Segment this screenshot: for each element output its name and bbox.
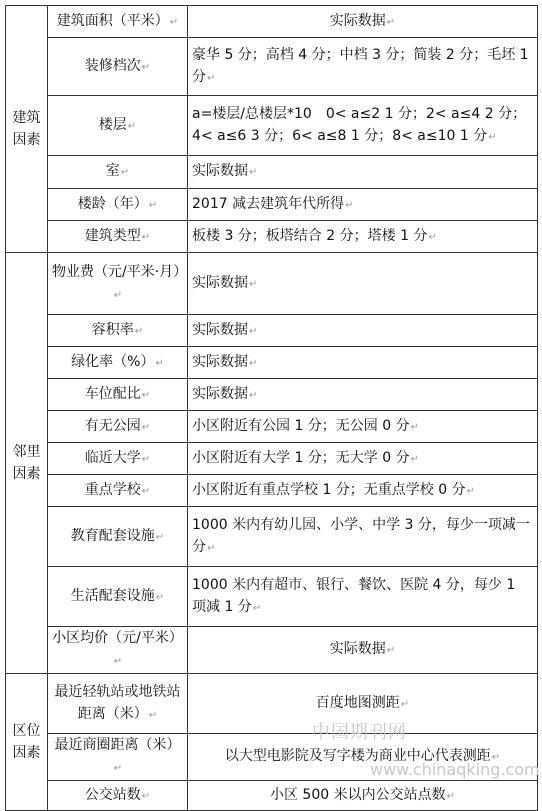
- row-value: 小区附近有公园 1 分；无公园 0 分↵: [188, 411, 538, 443]
- row-value: 实际数据↵: [188, 315, 538, 347]
- row-value: 豪华 5 分；高档 4 分；中档 3 分；简装 2 分；毛坯 1 分↵: [188, 38, 538, 96]
- table-row: [6, 347, 538, 379]
- row-name: 最近商圈距离（米）↵: [48, 734, 188, 781]
- row-value: 百度地图测距↵: [188, 674, 538, 734]
- table-row: [6, 189, 538, 221]
- row-name: 绿化率（%）↵: [48, 347, 188, 379]
- row-value: 小区附近有大学 1 分；无大学 0 分↵: [188, 443, 538, 475]
- table-row: [6, 253, 538, 315]
- row-name: 楼龄（年）↵: [48, 189, 188, 221]
- watermark-text: 中国期刊网: [312, 722, 407, 743]
- row-name: 室↵: [48, 156, 188, 189]
- table-row: [6, 475, 538, 507]
- row-name: 车位配比↵: [48, 379, 188, 411]
- row-value: 实际数据↵: [188, 156, 538, 189]
- row-value: 实际数据↵: [188, 253, 538, 315]
- row-value: 板楼 3 分；板塔结合 2 分；塔楼 1 分↵: [188, 221, 538, 253]
- group-label-location: 区位因素: [6, 674, 48, 811]
- table-row: [6, 6, 538, 38]
- row-value: 以大型电影院及写字楼为商业中心代表测距↵: [188, 734, 538, 781]
- row-name: 最近轻轨站或地铁站距离（米）↵: [48, 674, 188, 734]
- table-row: [6, 674, 538, 734]
- row-name: 教育配套设施↵: [48, 507, 188, 567]
- row-name: 装修档次↵: [48, 38, 188, 96]
- row-value: 实际数据↵: [188, 347, 538, 379]
- group-label-building: 建筑因素: [6, 6, 48, 253]
- row-name: 重点学校↵: [48, 475, 188, 507]
- group-label-neighborhood: 邻里因素: [6, 253, 48, 674]
- row-name: 物业费（元/平米·月）↵: [48, 253, 188, 315]
- table-row: [6, 567, 538, 627]
- table-row: [6, 379, 538, 411]
- table-row: [6, 221, 538, 253]
- row-name: 有无公园↵: [48, 411, 188, 443]
- row-value: 1000 米内有幼儿园、小学、中学 3 分，每少一项减一分↵: [188, 507, 538, 567]
- row-name: 小区均价（元/平米）↵: [48, 627, 188, 674]
- table-row: [6, 627, 538, 674]
- table-row: [6, 411, 538, 443]
- row-value: 1000 米内有超市、银行、餐饮、医院 4 分，每少 1 项减 1 分↵: [188, 567, 538, 627]
- row-name: 容积率↵: [48, 315, 188, 347]
- table-row: [6, 315, 538, 347]
- row-value: 实际数据↵: [188, 627, 538, 674]
- table-row: [6, 781, 538, 811]
- row-name: 公交站数↵: [48, 781, 188, 811]
- row-value: 2017 减去建筑年代所得↵: [188, 189, 538, 221]
- row-name: 楼层↵: [48, 96, 188, 156]
- table-row: [6, 507, 538, 567]
- row-name: 建筑面积（平米）↵: [48, 6, 188, 38]
- row-value: 小区 500 米以内公交站点数↵: [188, 781, 538, 811]
- row-value: 实际数据↵: [188, 6, 538, 38]
- table-row: [6, 38, 538, 96]
- table-row: [6, 156, 538, 189]
- row-name: 临近大学↵: [48, 443, 188, 475]
- row-value: 小区附近有重点学校 1 分；无重点学校 0 分↵: [188, 475, 538, 507]
- table-row: [6, 96, 538, 156]
- data-table: [5, 5, 538, 811]
- row-name: 生活配套设施↵: [48, 567, 188, 627]
- table-row: [6, 443, 538, 475]
- row-value: a=楼层/总楼层*10 0< a≤2 1 分；2< a≤4 2 分；4< a≤6 3 分；6< a≤8 1 分；8< a≤10 1 分↵: [188, 96, 538, 156]
- row-value: 实际数据↵: [188, 379, 538, 411]
- row-name: 建筑类型↵: [48, 221, 188, 253]
- watermark-url: www.chinaqking.com: [370, 760, 540, 779]
